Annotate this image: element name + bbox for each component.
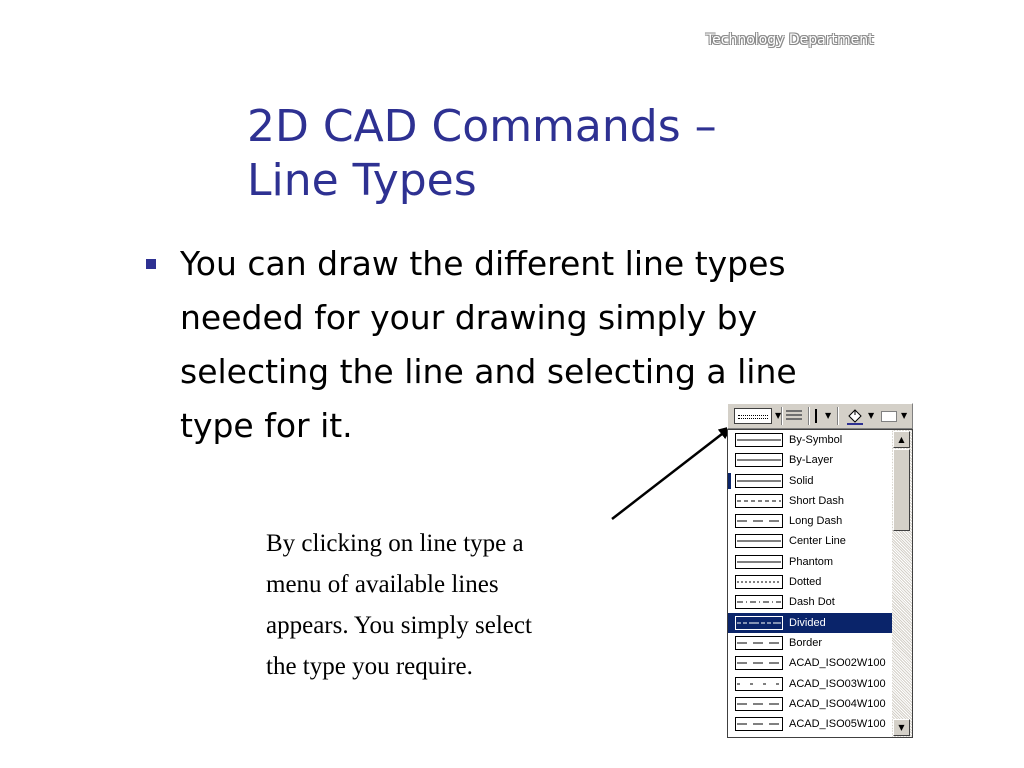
line-sample-icon xyxy=(735,636,783,650)
linetype-option-acad-iso03w100[interactable] xyxy=(728,674,892,694)
bullet-square-icon xyxy=(146,259,156,269)
line-sample-icon xyxy=(735,555,783,569)
linetype-option-acad-iso02w100[interactable] xyxy=(728,653,892,673)
slide-title xyxy=(247,100,947,208)
linetype-option-label: Short Dash xyxy=(789,494,845,507)
linetype-option-label: By-Layer xyxy=(789,454,834,467)
linetype-combo[interactable] xyxy=(734,408,772,424)
line-sample-icon xyxy=(735,575,783,589)
linetype-option-label: Dotted xyxy=(789,576,822,589)
line-sample-icon xyxy=(735,474,783,488)
slide-title-line-2: Line Types xyxy=(247,155,477,206)
line-width-icon[interactable] xyxy=(815,409,817,423)
line-sample-icon xyxy=(735,514,783,528)
line-sample-icon xyxy=(735,616,783,630)
line-sample-icon xyxy=(735,697,783,711)
lineweight-icon[interactable] xyxy=(786,410,802,422)
line-sample-icon xyxy=(735,656,783,670)
linetype-option-dotted[interactable] xyxy=(728,572,892,592)
chevron-down-icon[interactable]: ▼ xyxy=(868,411,875,420)
line-sample-icon xyxy=(735,534,783,548)
linetype-option-label: By-Symbol xyxy=(789,434,843,446)
line-sample-icon xyxy=(735,717,783,731)
scroll-up-icon[interactable]: ▲ xyxy=(893,431,910,448)
line-sample-icon xyxy=(735,453,783,467)
linetype-dropdown-menu xyxy=(727,429,913,738)
callout-text: By clicking on line type a menu of available lines appears. You simply select the type you require. xyxy=(266,530,532,680)
chevron-down-icon[interactable]: ▼ xyxy=(901,411,908,420)
linetype-option-label: Solid xyxy=(789,474,814,487)
linetype-option-phantom[interactable] xyxy=(728,552,892,572)
linetype-option-by-layer[interactable] xyxy=(728,450,892,470)
linetype-option-label: Center Line xyxy=(789,535,846,548)
line-sample-icon xyxy=(735,433,783,447)
linetype-option-dash-dot[interactable] xyxy=(728,592,892,612)
line-sample-icon xyxy=(735,494,783,508)
linetype-option-label: ACAD_ISO02W100 xyxy=(789,657,886,670)
linetype-option-long-dash[interactable] xyxy=(728,511,892,531)
bullet-text: You can draw the different line types needed for your drawing simply by selecting the line and selecting a line type for it. xyxy=(180,244,797,445)
chevron-down-icon[interactable]: ▼ xyxy=(825,411,832,420)
linetype-option-label: Long Dash xyxy=(789,515,843,528)
linetype-list xyxy=(728,430,892,737)
linetype-option-acad-iso05w100[interactable] xyxy=(728,714,892,734)
rectangle-icon[interactable] xyxy=(881,411,897,422)
linetype-option-label: Phantom xyxy=(789,555,834,568)
linetype-option-divided[interactable] xyxy=(728,613,892,633)
line-sample-icon xyxy=(735,677,783,691)
line-sample-icon xyxy=(735,595,783,609)
header-department: Technology Department xyxy=(706,32,874,48)
properties-toolbar xyxy=(727,403,913,429)
scroll-down-icon[interactable]: ▼ xyxy=(893,719,910,736)
linetype-option-label: Divided xyxy=(789,616,826,629)
linetype-option-border[interactable] xyxy=(728,633,892,653)
linetype-option-short-dash[interactable] xyxy=(728,491,892,511)
linetype-option-acad-iso04w100[interactable] xyxy=(728,694,892,714)
linetype-option-label: ACAD_ISO05W100 xyxy=(789,718,886,731)
chevron-down-icon[interactable]: ▼ xyxy=(775,411,782,420)
linetype-option-solid[interactable] xyxy=(728,471,892,491)
linetype-option-label: Border xyxy=(789,636,823,649)
linetype-option-by-symbol[interactable] xyxy=(728,430,892,450)
linetype-option-center-line[interactable] xyxy=(728,531,892,551)
focus-marker xyxy=(728,473,731,489)
scrollbar-thumb[interactable] xyxy=(893,449,910,531)
slide-title-line-1: 2D CAD Commands – xyxy=(247,101,717,152)
dropdown-scrollbar[interactable] xyxy=(892,430,912,737)
linetype-option-label: ACAD_ISO03W100 xyxy=(789,677,886,690)
linetype-option-label: Dash Dot xyxy=(789,596,835,609)
fill-bucket-icon[interactable] xyxy=(845,408,865,426)
linetype-option-label: ACAD_ISO04W100 xyxy=(789,697,886,710)
